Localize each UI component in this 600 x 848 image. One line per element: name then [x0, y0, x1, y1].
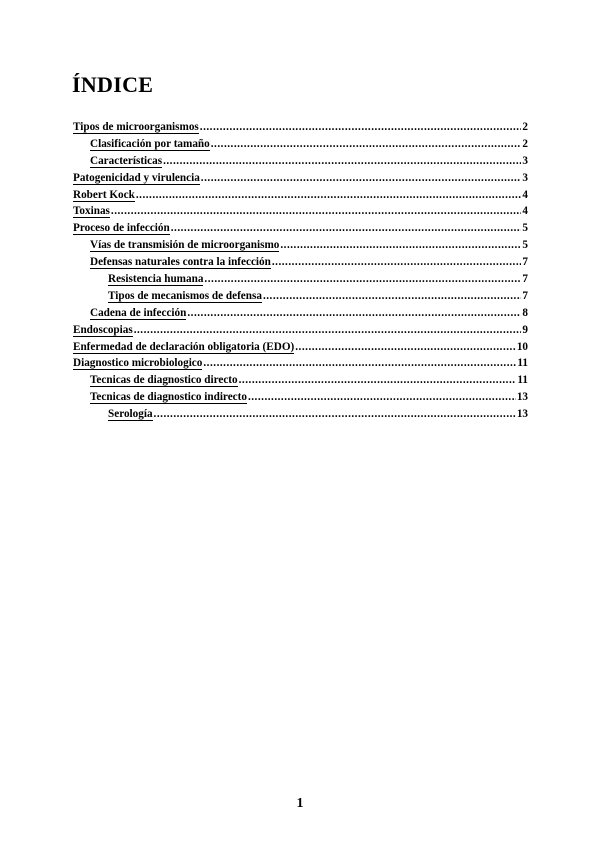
toc-entry[interactable]	[73, 239, 528, 256]
toc-dot-leader	[272, 256, 522, 268]
toc-entry[interactable]	[73, 341, 528, 358]
toc-entry-label: Toxinas	[73, 205, 110, 218]
toc-dot-leader	[163, 155, 521, 167]
toc-entry-page: 2	[522, 137, 528, 150]
toc-entry-page: 4	[522, 205, 528, 218]
table-of-contents	[73, 121, 528, 425]
toc-entry[interactable]	[73, 138, 528, 155]
toc-entry-label: Proceso de infección	[73, 222, 170, 235]
toc-entry[interactable]	[73, 121, 528, 138]
toc-dot-leader	[295, 341, 516, 353]
toc-entry-page: 4	[522, 188, 528, 201]
toc-entry[interactable]	[73, 307, 528, 324]
toc-entry-label: Patogenicidad y virulencia	[73, 171, 200, 184]
toc-dot-leader	[248, 391, 516, 403]
toc-entry[interactable]	[73, 408, 528, 425]
toc-dot-leader	[200, 121, 522, 133]
toc-entry-page: 3	[522, 171, 528, 184]
toc-entry-label: Defensas naturales contra la infección	[90, 256, 271, 269]
toc-dot-leader	[201, 172, 522, 184]
toc-dot-leader	[263, 290, 521, 302]
toc-dot-leader	[204, 273, 521, 285]
toc-entry-label: Serología	[108, 408, 153, 421]
toc-entry-page: 5	[522, 222, 528, 235]
toc-entry-page: 9	[522, 323, 528, 336]
toc-entry-label: Tecnicas de diagnostico directo	[90, 374, 238, 387]
toc-entry-page: 13	[516, 391, 528, 404]
toc-entry[interactable]	[73, 205, 528, 222]
toc-entry-page: 11	[517, 374, 528, 387]
toc-entry[interactable]	[73, 290, 528, 307]
toc-entry-label: Enfermedad de declaración obligatoria (EDO)	[73, 340, 295, 353]
toc-entry-page: 10	[516, 340, 528, 353]
toc-dot-leader	[203, 357, 516, 369]
toc-entry-label: Tecnicas de diagnostico indirecto	[90, 391, 247, 404]
toc-entry-label: Resistencia humana	[108, 273, 204, 286]
toc-entry[interactable]	[73, 324, 528, 341]
page-title: ÍNDICE	[72, 72, 154, 97]
toc-entry-label: Vías de transmisión de microorganismo	[90, 239, 280, 252]
toc-entry[interactable]	[73, 357, 528, 374]
toc-dot-leader	[239, 374, 517, 386]
toc-entry[interactable]	[73, 172, 528, 189]
toc-dot-leader	[171, 222, 522, 234]
toc-entry-label: Clasificación por tamaño	[90, 137, 210, 150]
toc-entry-page: 7	[522, 289, 528, 302]
toc-entry-label: Características	[90, 154, 163, 167]
toc-entry-page: 7	[522, 273, 528, 286]
toc-entry[interactable]	[73, 374, 528, 391]
toc-entry-page: 8	[522, 306, 528, 319]
toc-entry[interactable]	[73, 222, 528, 239]
toc-dot-leader	[134, 324, 522, 336]
toc-dot-leader	[136, 189, 522, 201]
toc-dot-leader	[280, 239, 521, 251]
toc-entry[interactable]	[73, 189, 528, 206]
toc-entry[interactable]	[73, 391, 528, 408]
toc-dot-leader	[111, 205, 522, 217]
toc-entry-label: Tipos de mecanismos de defensa	[108, 289, 262, 302]
toc-dot-leader	[187, 307, 521, 319]
toc-entry[interactable]	[73, 155, 528, 172]
toc-entry-label: Robert Kock	[73, 188, 135, 201]
toc-entry-page: 5	[522, 239, 528, 252]
toc-dot-leader	[211, 138, 522, 150]
toc-entry-page: 13	[516, 408, 528, 421]
toc-entry-page: 11	[517, 357, 528, 370]
toc-entry-label: Endoscopias	[73, 323, 133, 336]
toc-entry-label: Tipos de microorganismos	[73, 121, 199, 133]
toc-entry-page: 2	[522, 121, 528, 133]
page-number: 1	[296, 796, 304, 811]
toc-entry-label: Cadena de infección	[90, 306, 187, 319]
toc-entry-label: Diagnostico microbiologico	[73, 357, 203, 370]
toc-entry[interactable]	[73, 256, 528, 273]
toc-entry-page: 7	[522, 256, 528, 269]
toc-entry[interactable]	[73, 273, 528, 290]
toc-dot-leader	[154, 408, 516, 420]
toc-entry-page: 3	[522, 154, 528, 167]
